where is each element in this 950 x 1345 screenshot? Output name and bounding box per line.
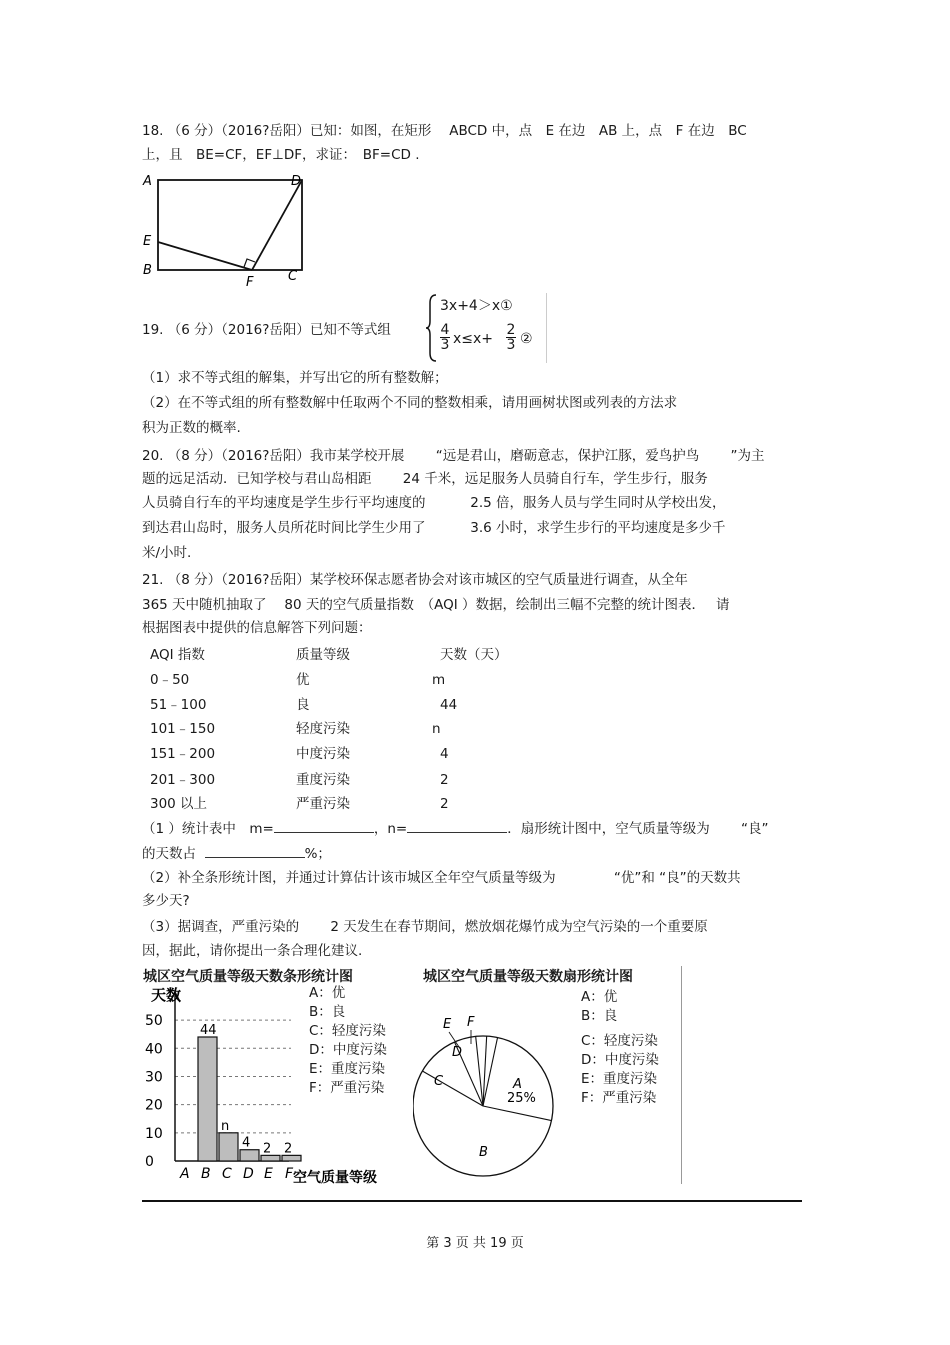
pie-chart-title: 城区空气质量等级天数扇形统计图 [423, 969, 633, 985]
pie-legend-item: A：优 [581, 989, 618, 1005]
bar-legend [309, 984, 387, 1098]
bar-legend-item: F：严重污染 [309, 1080, 385, 1096]
q20-line5: 米/小时. [142, 545, 192, 561]
q21-line3: 根据图表中提供的信息解答下列问题： [142, 620, 372, 636]
brace [426, 293, 438, 363]
table-cell: 严重污染 [296, 796, 350, 812]
inequality-1: 3x+4＞x① [440, 298, 513, 314]
inequality-2-mid: x≤x+ [453, 331, 494, 347]
q20-line1: 20. （8 分）（2016?岳阳）我市某学校开展 “远是君山，磨砺意志，保护江豚，爱鸟护鸟 ”为主 [142, 448, 765, 464]
table-cell: 0﹣50 [150, 672, 190, 688]
x-axis-label: 空气质量等级 [293, 1170, 377, 1184]
q18-line1: 18. （6 分）（2016?岳阳）已知：如图，在矩形 ABCD 中，点 E 在边 AB 上，点 F 在边 BC [142, 123, 747, 139]
bar-legend-item: B：良 [309, 1004, 346, 1020]
label-F: F [246, 275, 254, 290]
table-cell: m [432, 672, 446, 688]
table-cell: 重度污染 [296, 772, 350, 788]
q21-sub2a: （2）补全条形统计图，并通过计算估计该市城区全年空气质量等级为 “优”和 “良”的天数共 [142, 870, 741, 886]
charts-figure [141, 966, 682, 1184]
bar [219, 1133, 238, 1161]
table-cell: 良 [296, 697, 310, 713]
pie-legend [581, 988, 659, 1108]
table-cell: 2 [440, 796, 449, 812]
q21-line2: 365 天中随机抽取了 80 天的空气质量指数 （AQI ）数据，绘制出三幅不完整的统计图表． 请 [142, 597, 730, 613]
table-cell: 轻度污染 [296, 721, 350, 737]
q19-stem: 19. （6 分）（2016?岳阳）已知不等式组 [142, 322, 391, 338]
table-cell: 优 [296, 672, 310, 688]
bar-chart-title: 城区空气质量等级天数条形统计图 [143, 969, 353, 985]
x-tick-label: E [264, 1166, 273, 1182]
frac-num: 4 [440, 322, 450, 338]
pie-slice-label-A: A [513, 1077, 522, 1092]
q19-part1: （1）求不等式组的解集，并写出它的所有整数解； [142, 370, 448, 386]
table-header-days: 天数（天） [440, 647, 508, 663]
y-tick-label: 50 [145, 1013, 163, 1030]
bar [198, 1037, 217, 1161]
q21-sub1 [142, 818, 769, 839]
table-cell: 201﹣300 [150, 772, 216, 788]
pie-chart [413, 984, 573, 1184]
q20-line4: 到达君山岛时，服务人员所花时间比学生少用了 3.6 小时，求学生步行的平均速度是多少千 [142, 520, 726, 536]
label-C: C [288, 269, 298, 284]
bar-legend-item: A：优 [309, 985, 346, 1001]
frac-den: 3 [440, 337, 450, 353]
table-cell: 300 以上 [150, 796, 208, 812]
table-cell: 44 [440, 697, 458, 713]
y-tick-label: 0 [145, 1154, 154, 1170]
frac-den-2: 3 [506, 337, 516, 353]
y-tick-label: 10 [145, 1125, 163, 1142]
inequality-system [426, 293, 547, 363]
bar-legend-item: E：重度污染 [309, 1061, 386, 1077]
q19-part2b: 积为正数的概率. [142, 420, 241, 436]
label-D: D [291, 174, 302, 189]
footer-rule [142, 1200, 802, 1202]
table-cell: 2 [440, 772, 449, 788]
x-tick-label: A [180, 1166, 190, 1182]
q21-sub1-e: %； [304, 846, 331, 862]
bar-legend-item: C：轻度污染 [309, 1023, 386, 1039]
rectangle-figure [140, 170, 310, 290]
q19-part2a: （2）在不等式组的所有整数解中任取两个不同的整数相乘，请用画树状图或列表的方法求 [142, 395, 678, 411]
y-tick-label: 40 [145, 1041, 163, 1058]
table-cell: 4 [440, 746, 449, 762]
fraction-4-3 [440, 323, 450, 352]
table-header-aqi: AQI 指数 [150, 647, 205, 663]
label-E: E [143, 234, 152, 249]
x-tick-label: C [222, 1166, 232, 1182]
q21-sub1-a: （1 ）统计表中 m= [142, 821, 274, 837]
q21-sub1-d: 的天数占 [142, 846, 196, 862]
bar-data-label: 2 [284, 1141, 293, 1157]
y-tick-label: 20 [145, 1097, 163, 1114]
label-A: A [143, 174, 152, 189]
fraction-2-3 [506, 323, 516, 352]
bar-data-label: 4 [242, 1135, 251, 1151]
q20-line2: 题的远足活动．已知学校与君山岛相距 24 千米，远足服务人员骑自行车，学生步行，服务 [142, 471, 708, 487]
pie-slice-label-C: C [434, 1074, 444, 1089]
page-footer: 第 3 页 共 19 页 [426, 1236, 524, 1251]
table-cell: 中度污染 [296, 746, 350, 762]
bar-data-label: 44 [200, 1023, 217, 1038]
y-axis-label: 天数 [151, 986, 182, 1004]
q18-line2: 上，且 BE=CF，EF⊥DF，求证： BF=CD . [142, 147, 420, 163]
x-tick-label: D [243, 1166, 254, 1182]
label-B: B [143, 263, 152, 278]
bar [240, 1150, 259, 1161]
bar-legend-item: D：中度污染 [309, 1042, 387, 1058]
blank-m[interactable] [274, 818, 374, 833]
q21-sub1-b: ，n= [373, 821, 408, 837]
bar-data-label: 2 [263, 1141, 272, 1157]
pie-slice-label-D: D [452, 1045, 463, 1060]
pie-legend-item: C：轻度污染 [581, 1033, 658, 1049]
y-tick-label: 30 [145, 1069, 163, 1086]
pie-legend-item: F：严重污染 [581, 1090, 657, 1106]
pie-slice-label-F: F [467, 1015, 475, 1030]
inequality-2-tag: ② [520, 331, 533, 347]
table-cell: 101﹣150 [150, 721, 216, 737]
bar-data-label: n [221, 1118, 230, 1134]
pie-legend-item: E：重度污染 [581, 1071, 658, 1087]
q21-sub1-c: ．扇形统计图中，空气质量等级为 “良” [507, 821, 769, 837]
blank-percent[interactable] [205, 843, 305, 858]
pie-slice-boundary [476, 1036, 483, 1106]
table-cell: 51﹣100 [150, 697, 207, 713]
q21-sub2b: 多少天? [142, 893, 190, 909]
q20-line3: 人员骑自行车的平均速度是学生步行平均速度的 2.5 倍，服务人员与学生同时从学校出发， [142, 495, 726, 511]
pie-slice-pct-A: 25% [507, 1091, 536, 1106]
pie-slice-boundary [422, 1071, 483, 1106]
table-header-grade: 质量等级 [296, 647, 350, 663]
x-tick-label: F [285, 1166, 294, 1182]
pie-slice-label-E: E [443, 1017, 452, 1032]
frac-num-2: 2 [506, 322, 516, 338]
table-cell: 151﹣200 [150, 746, 216, 762]
pie-slice-label-B: B [479, 1145, 488, 1160]
x-tick-label: B [201, 1166, 211, 1182]
table-cell: n [432, 721, 441, 737]
q21-line1: 21. （8 分）（2016?岳阳）某学校环保志愿者协会对该市城区的空气质量进行调查，从全年 [142, 572, 688, 588]
pie-legend-item: B：良 [581, 1008, 618, 1024]
q21-sub3b: 因，据此，请你提出一条合理化建议. [142, 943, 363, 959]
q21-sub3a: （3）据调查，严重污染的 2 天发生在春节期间，燃放烟花爆竹成为空气污染的一个重要原 [142, 919, 708, 935]
pie-slice-boundary [483, 1106, 551, 1121]
pie-legend-item: D：中度污染 [581, 1052, 659, 1068]
blank-n[interactable] [407, 818, 507, 833]
q21-sub1-cont [142, 843, 331, 864]
